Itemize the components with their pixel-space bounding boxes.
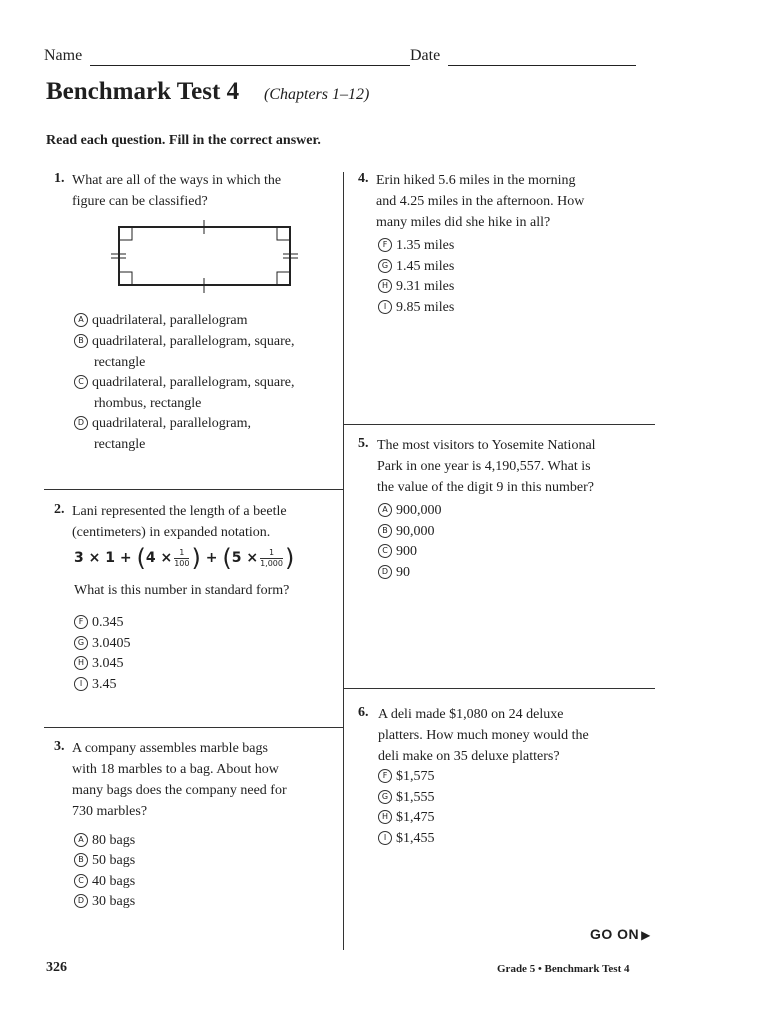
choice-text: 9.85 miles bbox=[396, 300, 455, 315]
answer-bubble[interactable]: G bbox=[378, 259, 392, 273]
question-text-line: the value of the digit 9 in this number? bbox=[377, 480, 594, 495]
answer-bubble[interactable]: A bbox=[74, 833, 88, 847]
question-number: 6. bbox=[358, 705, 369, 720]
choice-text: 9.31 miles bbox=[396, 279, 455, 294]
column-divider bbox=[343, 172, 344, 950]
answer-choice-g[interactable] bbox=[378, 788, 435, 809]
question-followup: What is this number in standard form? bbox=[74, 583, 290, 598]
choice-text: 0.345 bbox=[92, 615, 124, 630]
question-number: 3. bbox=[54, 739, 65, 754]
divider-q4-q5 bbox=[343, 424, 655, 425]
question-number: 5. bbox=[358, 436, 369, 451]
answer-bubble[interactable]: F bbox=[74, 615, 88, 629]
answer-bubble[interactable]: C bbox=[74, 375, 88, 389]
paren-open: ( bbox=[136, 544, 146, 572]
divider-q5-q6 bbox=[343, 688, 655, 689]
question-text bbox=[378, 704, 589, 767]
fraction-denominator: 100 bbox=[174, 558, 190, 568]
instructions: Read each question. Fill in the correct answer. bbox=[46, 133, 321, 148]
answer-choice-f[interactable] bbox=[378, 236, 454, 257]
question-text bbox=[72, 501, 287, 543]
answer-choice-h[interactable] bbox=[378, 277, 454, 298]
rectangle-figure bbox=[108, 218, 304, 300]
question-text-line: many miles did she hike in all? bbox=[376, 215, 551, 230]
page-number: 326 bbox=[46, 960, 67, 975]
answer-bubble[interactable]: H bbox=[74, 656, 88, 670]
answer-bubble[interactable]: H bbox=[378, 810, 392, 824]
choice-text: 50 bags bbox=[92, 853, 136, 868]
answer-bubble[interactable]: D bbox=[378, 565, 392, 579]
question-text-line: figure can be classified? bbox=[72, 194, 208, 209]
question-number: 2. bbox=[54, 502, 65, 517]
question-text-line: Lani represented the length of a beetle bbox=[72, 504, 287, 519]
answer-choice-g[interactable] bbox=[378, 257, 454, 278]
divider-q2-q3 bbox=[44, 727, 343, 728]
date-field[interactable] bbox=[448, 65, 636, 66]
answer-bubble[interactable]: F bbox=[378, 769, 392, 783]
question-text-line: platters. How much money would the bbox=[378, 728, 589, 743]
fraction-numerator: 1 bbox=[174, 548, 189, 559]
question-text-line: and 4.25 miles in the afternoon. How bbox=[376, 194, 585, 209]
page-title: Benchmark Test 4 bbox=[46, 78, 240, 105]
choice-text: rectangle bbox=[94, 436, 146, 452]
date-label: Date bbox=[410, 47, 441, 64]
answer-choice-c[interactable] bbox=[378, 542, 417, 563]
answer-choice-b[interactable] bbox=[378, 522, 435, 543]
fraction-numerator: 1 bbox=[260, 548, 283, 559]
answer-choice-f[interactable] bbox=[378, 767, 435, 788]
choice-text: 90,000 bbox=[396, 524, 435, 539]
question-text bbox=[376, 170, 584, 233]
answer-choice-a[interactable] bbox=[378, 501, 442, 522]
go-on-indicator bbox=[590, 926, 651, 942]
answer-choice-c[interactable] bbox=[74, 872, 135, 893]
choice-text: 3.0405 bbox=[92, 636, 131, 651]
answer-choice-c[interactable] bbox=[74, 373, 295, 414]
answer-bubble[interactable]: B bbox=[74, 334, 88, 348]
answer-bubble[interactable]: C bbox=[378, 544, 392, 558]
expression-plus: + bbox=[205, 550, 218, 566]
answer-bubble[interactable]: H bbox=[378, 279, 392, 293]
answer-choice-d[interactable] bbox=[74, 892, 135, 913]
fraction bbox=[260, 548, 283, 569]
answer-choice-i[interactable] bbox=[74, 675, 117, 696]
paren-open: ( bbox=[222, 544, 232, 572]
page-subtitle: (Chapters 1–12) bbox=[264, 86, 370, 103]
expression-lead: 3 × 1 + bbox=[74, 550, 132, 566]
answer-bubble[interactable]: I bbox=[378, 831, 392, 845]
answer-bubble[interactable]: F bbox=[378, 238, 392, 252]
answer-bubble[interactable]: D bbox=[74, 416, 88, 430]
answer-choice-d[interactable] bbox=[378, 563, 410, 584]
choice-text: rhombus, rectangle bbox=[94, 395, 202, 411]
answer-choice-a[interactable] bbox=[74, 831, 135, 852]
expression-term: 5 × bbox=[231, 550, 259, 566]
expression-term: 4 × bbox=[145, 550, 173, 566]
answer-choice-i[interactable] bbox=[378, 829, 435, 850]
choice-text: 90 bbox=[396, 565, 410, 580]
choice-text: 3.45 bbox=[92, 677, 117, 692]
answer-choice-h[interactable] bbox=[74, 654, 124, 675]
question-text-line: Erin hiked 5.6 miles in the morning bbox=[376, 173, 576, 188]
choice-text: quadrilateral, parallelogram, square, bbox=[92, 375, 295, 390]
question-text-line: deli make on 35 deluxe platters? bbox=[378, 749, 560, 764]
answer-bubble[interactable]: C bbox=[74, 874, 88, 888]
question-text bbox=[72, 738, 287, 822]
answer-choice-i[interactable] bbox=[378, 298, 454, 319]
expanded-notation-expression bbox=[74, 544, 294, 572]
question-text-line: (centimeters) in expanded notation. bbox=[72, 525, 271, 540]
answer-choice-b[interactable] bbox=[74, 851, 135, 872]
choice-text: 1.45 miles bbox=[396, 259, 455, 274]
choice-text: quadrilateral, parallelogram bbox=[92, 313, 248, 328]
question-text-line: 730 marbles? bbox=[72, 804, 148, 819]
book-label: Grade 5 • Benchmark Test 4 bbox=[497, 963, 630, 975]
answer-bubble[interactable]: G bbox=[378, 790, 392, 804]
right-triangle-icon: ▶ bbox=[641, 928, 651, 942]
question-text bbox=[72, 170, 281, 212]
question-text-line: A deli made $1,080 on 24 deluxe bbox=[378, 707, 564, 722]
answer-bubble[interactable]: B bbox=[378, 524, 392, 538]
question-number: 1. bbox=[54, 171, 65, 186]
answer-bubble[interactable]: D bbox=[74, 894, 88, 908]
question-text bbox=[377, 435, 596, 498]
choice-text: 3.045 bbox=[92, 656, 124, 671]
choice-text: 40 bags bbox=[92, 874, 136, 889]
choice-text: quadrilateral, parallelogram, bbox=[92, 416, 251, 431]
answer-bubble[interactable]: A bbox=[378, 503, 392, 517]
choice-text: rectangle bbox=[94, 354, 146, 370]
name-label: Name bbox=[44, 47, 83, 64]
choice-text: $1,575 bbox=[396, 769, 435, 784]
answer-choice-g[interactable] bbox=[74, 634, 131, 655]
question-text-line: The most visitors to Yosemite National bbox=[377, 438, 596, 453]
question-text-line: Park in one year is 4,190,557. What is bbox=[377, 459, 591, 474]
choice-text: 80 bags bbox=[92, 833, 136, 848]
answer-choice-d[interactable] bbox=[74, 414, 251, 455]
answer-bubble[interactable]: I bbox=[74, 677, 88, 691]
choice-text: 900 bbox=[396, 544, 417, 559]
divider-q1-q2 bbox=[44, 489, 343, 490]
choice-text: quadrilateral, parallelogram, square, bbox=[92, 334, 295, 349]
go-on-label: GO ON bbox=[590, 926, 640, 942]
choice-text: 30 bags bbox=[92, 894, 136, 909]
paren-close: ) bbox=[284, 544, 295, 572]
answer-choice-h[interactable] bbox=[378, 808, 435, 829]
paren-close: ) bbox=[191, 544, 201, 572]
answer-bubble[interactable]: G bbox=[74, 636, 88, 650]
answer-choice-b[interactable] bbox=[74, 332, 295, 373]
question-text-line: with 18 marbles to a bag. About how bbox=[72, 762, 279, 777]
question-text-line: A company assembles marble bags bbox=[72, 741, 268, 756]
answer-bubble[interactable]: I bbox=[378, 300, 392, 314]
choice-text: $1,475 bbox=[396, 810, 435, 825]
choice-text: 900,000 bbox=[396, 503, 442, 518]
fraction-denominator: 1,000 bbox=[260, 558, 283, 568]
answer-choice-a[interactable] bbox=[74, 311, 247, 332]
fraction bbox=[174, 548, 189, 569]
name-field[interactable] bbox=[90, 65, 410, 66]
question-text-line: What are all of the ways in which the bbox=[72, 173, 282, 188]
answer-bubble[interactable]: B bbox=[74, 853, 88, 867]
question-text-line: many bags does the company need for bbox=[72, 783, 287, 798]
choice-text: $1,455 bbox=[396, 831, 435, 846]
answer-choice-f[interactable] bbox=[74, 613, 124, 634]
choice-text: 1.35 miles bbox=[396, 238, 455, 253]
choice-text: $1,555 bbox=[396, 790, 435, 805]
answer-bubble[interactable]: A bbox=[74, 313, 88, 327]
question-number: 4. bbox=[358, 171, 369, 186]
